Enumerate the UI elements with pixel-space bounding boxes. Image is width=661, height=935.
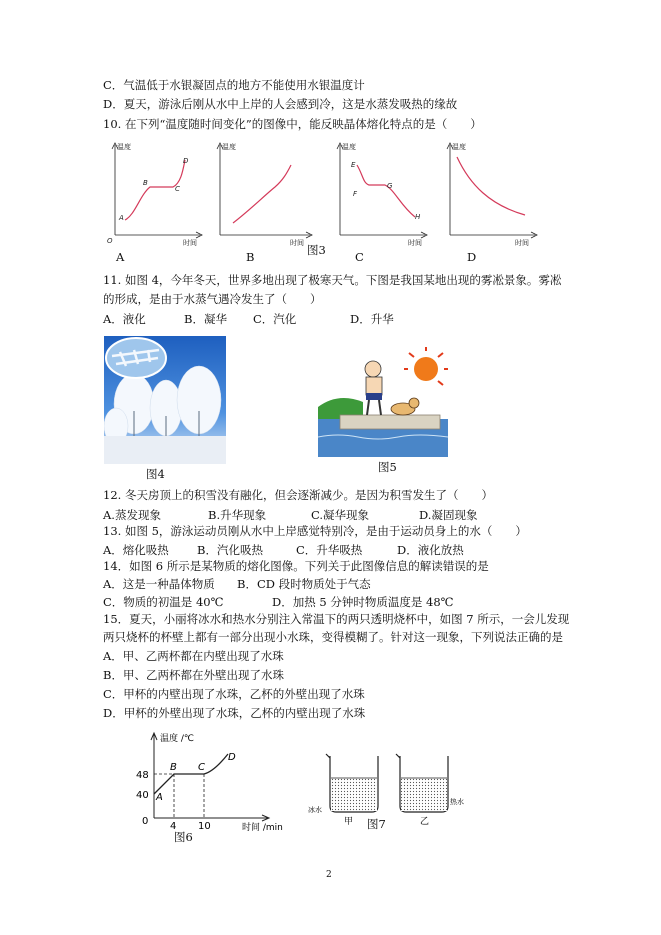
q11-option-b: B．凝华 xyxy=(184,312,227,326)
graph-label-c: C xyxy=(355,250,364,264)
svg-text:温度: 温度 xyxy=(342,143,356,151)
q14-option-a: A．这是一种晶体物质 xyxy=(103,577,215,591)
svg-text:D: D xyxy=(228,752,236,763)
q13-stem: 13. 如图 5，游泳运动员刚从水中上岸感觉特别冷，是由于运动员身上的水（ ） xyxy=(103,524,527,538)
svg-text:时间 /min: 时间 /min xyxy=(242,823,283,833)
svg-text:冰水: 冰水 xyxy=(308,806,322,814)
q14-option-c: C．物质的初温是 40℃ xyxy=(103,595,224,609)
q13-option-b: B．汽化吸热 xyxy=(197,543,263,557)
q12-stem: 12. 冬天房顶上的积雪没有融化，但会逐渐减少。是因为积雪发生了（ ） xyxy=(103,488,493,502)
svg-text:甲: 甲 xyxy=(344,817,354,827)
fig4-rime-photo xyxy=(104,336,226,464)
fig7-beakers xyxy=(304,748,494,828)
q14-option-d: D．加热 5 分钟时物质温度是 48℃ xyxy=(272,595,454,609)
svg-text:时间: 时间 xyxy=(408,239,422,247)
q11-line2: 的形成，是由于水蒸气遇冷发生了（ ） xyxy=(103,292,322,306)
graph-c xyxy=(337,142,427,247)
graph-b xyxy=(217,142,312,247)
svg-text:G: G xyxy=(387,182,393,190)
svg-text:温度: 温度 xyxy=(117,143,131,151)
beaker-yi xyxy=(396,754,448,812)
svg-text:D: D xyxy=(183,157,189,165)
graph-a xyxy=(107,142,202,247)
q15-option-a: A．甲、乙两杯都在内壁出现了水珠 xyxy=(103,649,284,663)
fig5-caption: 图5 xyxy=(378,460,397,474)
svg-text:F: F xyxy=(353,190,358,198)
q11-option-c: C．汽化 xyxy=(253,312,297,326)
q12-option-a: A.蒸发现象 xyxy=(103,508,161,522)
svg-text:A: A xyxy=(156,792,163,803)
fig5-swimmer-cartoon xyxy=(318,347,448,457)
svg-text:时间: 时间 xyxy=(515,239,529,247)
svg-text:B: B xyxy=(143,179,148,187)
svg-text:温度: 温度 xyxy=(452,143,466,151)
svg-text:48: 48 xyxy=(136,770,149,781)
q15-line1: 15．夏天，小丽将冰水和热水分别注入常温下的两只透明烧杯中，如图 7 所示，一会儿发现 xyxy=(103,612,570,626)
fig4-caption: 图4 xyxy=(146,467,165,481)
q11-line1: 11. 如图 4，今年冬天，世界多地出现了极寒天气。下图是我国某地出现的雾凇景象。雾凇 xyxy=(103,273,562,287)
svg-text:时间: 时间 xyxy=(290,239,304,247)
q15-option-b: B．甲、乙两杯都在外壁出现了水珠 xyxy=(103,668,284,682)
graph-label-b: B xyxy=(246,250,255,264)
q14-stem: 14．如图 6 所示是某物质的熔化图像。下列关于此图像信息的解读错误的是 xyxy=(103,559,489,573)
svg-text:B: B xyxy=(170,762,177,773)
q15-option-c: C．甲杯的内壁出现了水珠，乙杯的外壁出现了水珠 xyxy=(103,687,365,701)
q9-option-c: C．气温低于水银凝固点的地方不能使用水银温度计 xyxy=(103,78,365,92)
svg-text:时间: 时间 xyxy=(183,239,197,247)
svg-text:E: E xyxy=(351,161,356,169)
svg-text:H: H xyxy=(415,213,421,221)
svg-text:O: O xyxy=(107,237,113,245)
fig3-caption: 图3 xyxy=(307,243,326,257)
fig6-melting-graph xyxy=(130,728,300,838)
svg-text:热水: 热水 xyxy=(450,798,464,806)
q13-option-c: C．升华吸热 xyxy=(296,543,363,557)
beaker-jia xyxy=(326,754,378,812)
graph-d xyxy=(447,142,537,247)
q15-option-d: D．甲杯的外壁出现了水珠，乙杯的内壁出现了水珠 xyxy=(103,706,366,720)
svg-text:40: 40 xyxy=(136,790,149,801)
q12-option-c: C.凝华现象 xyxy=(311,508,370,522)
page-number: 2 xyxy=(326,870,332,880)
q10-stem: 10. 在下列“温度随时间变化”的图像中，能反映晶体熔化特点的是（ ） xyxy=(103,117,482,131)
svg-text:0: 0 xyxy=(142,816,149,827)
svg-text:C: C xyxy=(198,762,205,773)
q11-option-d: D．升华 xyxy=(350,312,394,326)
q13-option-d: D．液化放热 xyxy=(397,543,464,557)
q13-option-a: A．熔化吸热 xyxy=(103,543,169,557)
fig6-caption: 图6 xyxy=(174,830,193,844)
svg-text:乙: 乙 xyxy=(420,817,430,827)
q12-option-d: D.凝固现象 xyxy=(419,508,478,522)
svg-text:4: 4 xyxy=(170,821,177,832)
svg-text:温度: 温度 xyxy=(222,143,236,151)
q11-option-a: A．液化 xyxy=(103,312,146,326)
q14-option-b: B．CD 段时物质处于气态 xyxy=(237,577,371,591)
q15-line2: 两只烧杯的杯壁上都有一部分出现小水珠，变得模糊了。针对这一现象，下列说法正确的是 xyxy=(103,630,563,644)
graph-label-d: D xyxy=(467,250,477,264)
q9-option-d: D．夏天，游泳后刚从水中上岸的人会感到冷，这是水蒸发吸热的缘故 xyxy=(103,97,458,111)
svg-text:温度 /℃: 温度 /℃ xyxy=(160,734,195,744)
graph-label-a: A xyxy=(116,250,125,264)
q12-option-b: B.升华现象 xyxy=(208,508,267,522)
svg-text:A: A xyxy=(119,214,124,222)
svg-text:10: 10 xyxy=(198,821,211,832)
svg-text:C: C xyxy=(175,185,180,193)
fig7-caption: 图7 xyxy=(367,817,386,831)
